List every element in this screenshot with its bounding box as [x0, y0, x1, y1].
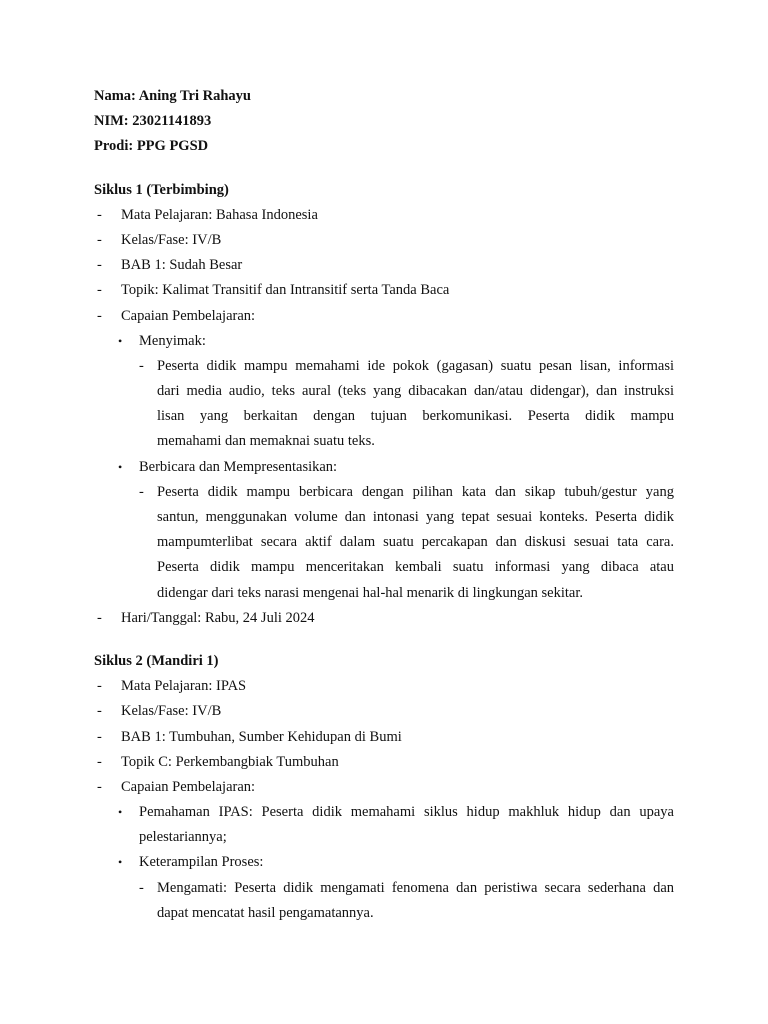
- list-item: - Mata Pelajaran: Bahasa Indonesia: [97, 206, 318, 223]
- bullet-item-berbicara: • Berbicara dan Mempresentasikan:: [118, 458, 338, 475]
- siklus2-title: Siklus 2 (Mandiri 1): [94, 652, 219, 669]
- student-name: Nama: Aning Tri Rahayu: [94, 88, 251, 104]
- document-body: [94, 84, 674, 926]
- list-item: - Mata Pelajaran: IPAS: [97, 678, 247, 695]
- list-item: - Kelas/Fase: IV/B: [97, 231, 222, 248]
- siklus1-title: Siklus 1 (Terbimbing): [94, 181, 229, 198]
- student-nim: NIM: 23021141893: [94, 113, 212, 130]
- list-item: - Capaian Pembelajaran:: [97, 778, 256, 795]
- list-item: - Capaian Pembelajaran:: [97, 307, 256, 324]
- list-item: - BAB 1: Sudah Besar: [97, 257, 243, 274]
- list-item: - Topik: Kalimat Transitif dan Intransitif serta Tanda Baca: [97, 282, 450, 299]
- list-item: - BAB 1: Tumbuhan, Sumber Kehidupan di Bumi: [97, 728, 402, 745]
- list-item: - Topik C: Perkembangbiak Tumbuhan: [97, 753, 339, 770]
- sub-item-berbicara: - Peserta didik mampu berbicara dengan pilihan kata dan sikap tubuh/gestur yang santun, menggunakan volume dan intonasi yang tepat sesuai konteks. Peserta didik mampumterlibat secara aktif dalam suatu percakapan dan diskusi sesuai tata cara. Peserta didik mampu menceritakan kembali suatu informasi yang dibaca atau didengar dari teks narasi mengenai hal-hal menarik di lingkungan sekitar.: [139, 483, 674, 601]
- bullet-item-pemahaman: • Pemahaman IPAS: Peserta didik memahami siklus hidup makhluk hidup dan upaya pelestariannya;: [118, 804, 674, 846]
- bullet-item-keterampilan: • Keterampilan Proses:: [118, 854, 264, 871]
- student-prodi: Prodi: PPG PGSD: [94, 138, 209, 155]
- sub-item-menyimak: - Peserta didik mampu memahami ide pokok (gagasan) suatu pesan lisan, informasi dari media audio, teks aural (teks yang dibacakan dan/atau didengar), dan instruksi lisan yang berkaitan dengan tujuan berkomunikasi. Peserta didik mampu memahami dan memaknai suatu teks.: [139, 357, 674, 450]
- list-item: - Kelas/Fase: IV/B: [97, 703, 222, 720]
- bullet-item-menyimak: • Menyimak:: [118, 332, 206, 349]
- sub-item-mengamati: - Mengamati: Peserta didik mengamati fenomena dan peristiwa secara sederhana dan dapat mencatat hasil pengamatannya.: [139, 879, 674, 921]
- list-item: - Hari/Tanggal: Rabu, 24 Juli 2024: [97, 609, 315, 626]
